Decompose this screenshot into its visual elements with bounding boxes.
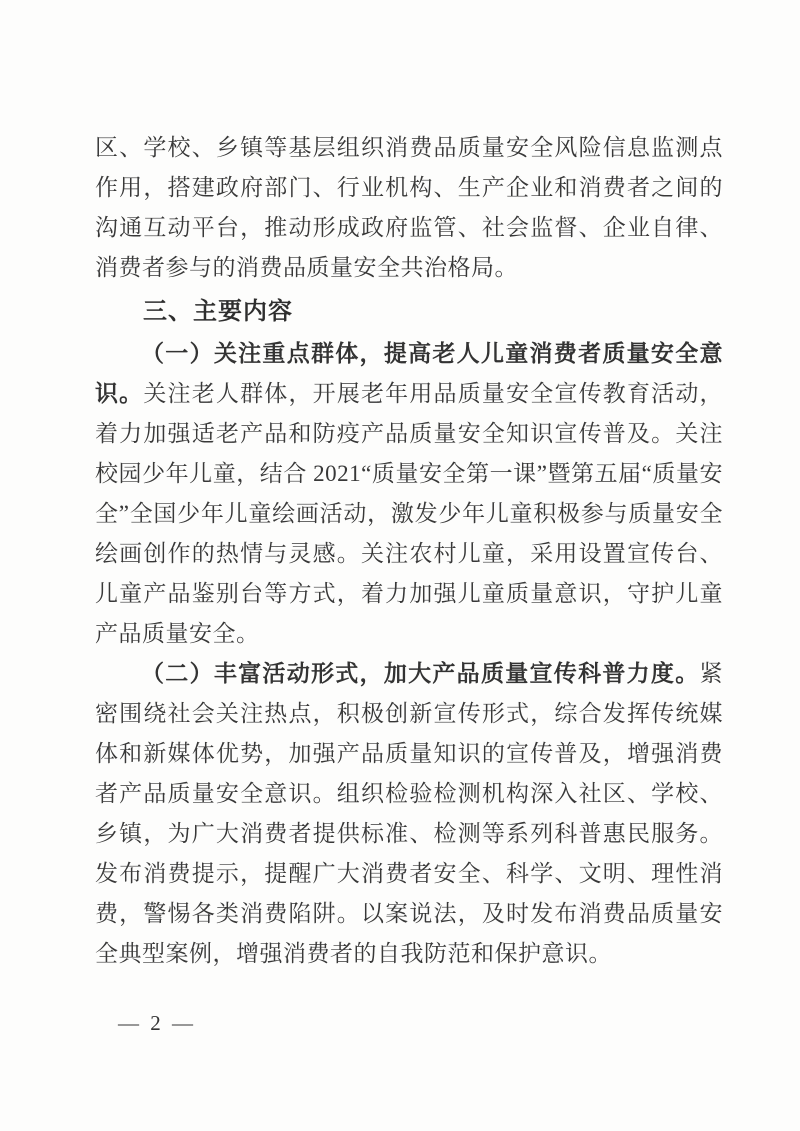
subsection-1-body: 关注老人群体，开展老年用品质量安全宣传教育活动，着力加强适老产品和防疫产品质量安全知识宣传普及。关注校园少年儿童，结合 2021“质量安全第一课”暨第五届“质量安全”全国少年儿童绘画活动，激发少年儿童积极参与质量安全绘画创作的热情与灵感。关注农村儿童，采用设置宣传台、儿童产品鉴别台等方式，着力加强儿童质量意识，守护儿童产品质量安全。	[95, 381, 724, 646]
document-body	[95, 128, 723, 974]
subsection-2-body: 紧密围绕社会关注热点，积极创新宣传形式，综合发挥传统媒体和新媒体优势，加强产品质量知识的宣传普及，增强消费者产品质量安全意识。组织检验检测机构深入社区、学校、乡镇，为广大消费者提供标准、检测等系列科普惠民服务。发布消费提示，提醒广大消费者安全、科学、文明、理性消费，警惕各类消费陷阱。以案说法，及时发布消费品质量安全典型案例，增强消费者的自我防范和保护意识。	[95, 661, 723, 966]
page-number: — 2 —	[118, 1011, 196, 1035]
subsection-2-lead: （二）丰富活动形式，加大产品质量宣传科普力度。	[141, 661, 700, 686]
subsection-2-paragraph	[95, 654, 723, 974]
paragraph-continuation: 区、学校、乡镇等基层组织消费品质量安全风险信息监测点作用，搭建政府部门、行业机构、生产企业和消费者之间的沟通互动平台，推动形成政府监管、社会监督、企业自律、消费者参与的消费品质量安全共治格局。	[95, 135, 723, 280]
section-heading: 三、主要内容	[143, 298, 293, 325]
subsection-1-lead: （一）关注重点群体，提高老人儿童消费者质量安全意识。	[95, 341, 723, 406]
subsection-1-paragraph	[95, 334, 723, 654]
